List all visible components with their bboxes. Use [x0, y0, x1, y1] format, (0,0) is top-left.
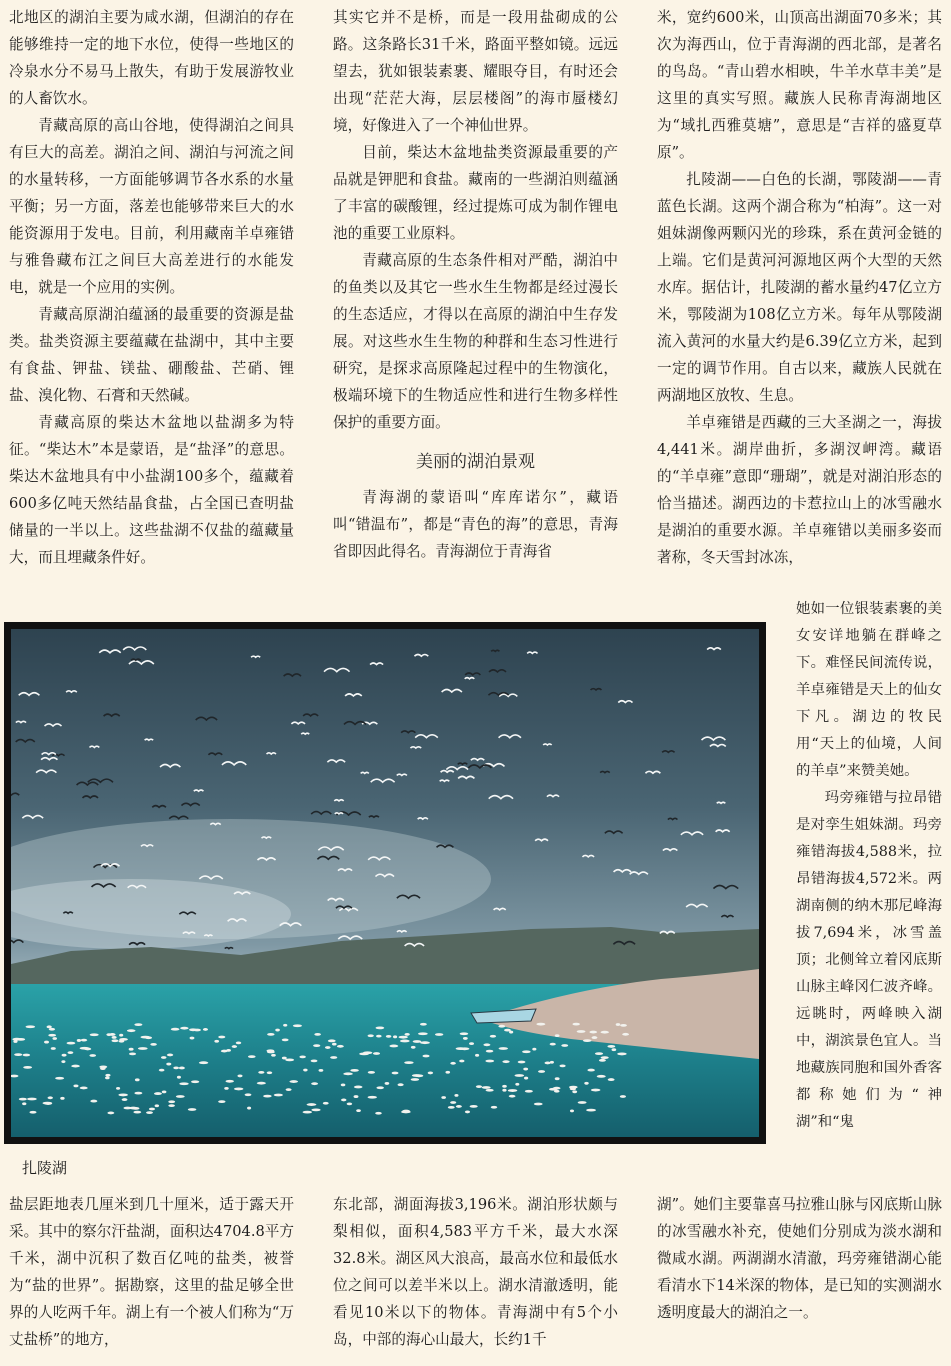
floating-gull	[398, 1036, 407, 1039]
floating-gull	[176, 1095, 185, 1098]
floating-gull	[398, 1083, 404, 1086]
column-2-paragraphs	[333, 4, 618, 436]
floating-gull	[307, 1103, 317, 1106]
floating-gull	[68, 1051, 74, 1054]
floating-gull	[532, 1048, 536, 1051]
floating-gull	[470, 1105, 478, 1108]
floating-gull	[166, 1063, 171, 1066]
floating-gull	[544, 1062, 550, 1065]
floating-gull	[411, 1046, 416, 1049]
floating-gull	[620, 1095, 626, 1098]
floating-gull	[555, 1034, 560, 1037]
floating-gull	[465, 1111, 470, 1114]
floating-gull	[490, 1035, 496, 1038]
floating-gull	[236, 1041, 241, 1044]
floating-gull	[189, 1028, 197, 1031]
gull	[668, 818, 678, 819]
floating-gull	[592, 1036, 598, 1039]
floating-gull	[509, 1031, 513, 1034]
floating-gull	[499, 1047, 508, 1050]
floating-gull	[450, 1062, 456, 1065]
floating-gull	[368, 1071, 375, 1074]
floating-gull	[109, 1033, 116, 1036]
floating-gull	[245, 1093, 252, 1096]
floating-gull	[90, 1033, 99, 1036]
floating-gull	[190, 1037, 195, 1040]
floating-gull	[368, 1096, 377, 1099]
floating-gull	[589, 1031, 597, 1034]
floating-gull	[514, 1074, 524, 1077]
floating-gull	[486, 1050, 494, 1053]
floating-gull	[232, 1045, 237, 1048]
floating-gull	[554, 1090, 560, 1093]
floating-gull	[375, 1112, 382, 1115]
floating-gull	[476, 1085, 482, 1088]
gull	[397, 931, 407, 932]
floating-gull	[154, 1092, 162, 1095]
floating-gull	[247, 1107, 251, 1110]
gull	[225, 948, 233, 949]
floating-gull	[162, 1091, 167, 1094]
paragraph-qinghai-lake: 青海湖的蒙语叫“库库诺尔”，藏语叫“错温布”，都是“青色的海”的意思，青海省即因此得名。青海湖位于青海省	[333, 489, 618, 560]
floating-gull	[502, 1060, 509, 1063]
floating-gull	[413, 1040, 422, 1043]
floating-gull	[341, 1099, 347, 1102]
paragraph: 扎陵湖——白色的长湖，鄂陵湖——青蓝色长湖。这两个湖合称为“柏海”。这一对姐妹湖像两颗闪光的珍珠，系在黄河金链的上端。它们是黄河河源地区两个大型的天然水库。据估计，扎陵湖的蓄水量约47亿立方米，鄂陵湖为108亿立方米。每年从鄂陵湖流入黄河的水量大约是6.39亿立方米，起到一定的调节作用。自古以来，藏族人民就在两湖地区放牧、生息。	[657, 171, 942, 404]
floating-gull	[368, 1034, 374, 1037]
floating-gull	[617, 1053, 627, 1056]
floating-gull	[180, 1027, 189, 1030]
floating-gull	[49, 1028, 55, 1031]
floating-gull	[572, 1023, 579, 1026]
paragraph-qinghai-lake-cont: 东北部，湖面海拔3,196米。湖泊形状颇与梨相似，面积4,583平方千米，最大水深32.8米。湖区风大浪高，最高水位和最低水位之间可以差半米以上。湖水清澈透明，能看见10米以下的物体。青海湖中有5个小岛，中部的海心山最大，长约1千	[333, 1196, 618, 1348]
floating-gull	[608, 1078, 615, 1081]
floating-gull	[112, 1036, 117, 1039]
floating-gull	[456, 1047, 466, 1050]
floating-gull	[597, 1075, 606, 1078]
floating-gull	[263, 1095, 272, 1098]
floating-gull	[323, 1102, 329, 1105]
floating-gull	[422, 1055, 429, 1058]
floating-gull	[428, 1072, 433, 1075]
floating-gull	[570, 1110, 574, 1113]
floating-gull	[330, 1056, 337, 1059]
floating-gull	[454, 1094, 458, 1097]
paragraph: 米，宽约600米，山顶高出湖面70多米；其次为海西山，位于青海湖的西北部，是著名的鸟岛。“青山碧水相映，牛羊水草丰美”是这里的真实写照。藏族人民称青海湖地区为“域扎西雅莫塘”，意思是“吉祥的盛夏草原”。	[657, 9, 942, 161]
floating-gull	[119, 1038, 128, 1041]
floating-gull	[61, 1060, 65, 1063]
column-2-bottom	[333, 1191, 618, 1361]
floating-gull	[373, 1052, 380, 1055]
column-3-top	[657, 4, 942, 598]
floating-gull	[221, 1050, 228, 1053]
gull	[262, 837, 272, 838]
floating-gull	[248, 1055, 256, 1058]
floating-gull	[400, 1040, 410, 1043]
floating-gull	[534, 1103, 543, 1106]
paragraph: 她如一位银装素裹的美女安详地躺在群峰之下。难怪民间流传说，羊卓雍错是天上的仙女下凡。湖边的牧民用“天上的仙境，人间的羊卓”来赞美她。	[796, 601, 942, 779]
floating-gull	[299, 1055, 306, 1058]
floating-gull	[356, 1109, 361, 1112]
photo-caption: 扎陵湖	[22, 1159, 68, 1177]
floating-gull	[376, 1035, 382, 1038]
paragraph: 玛旁雍错与拉昂错是对孪生姐妹湖。玛旁雍错海拔4,588米，拉昂错海拔4,572米。两湖南侧的纳木那尼峰海拔7,694米，冰雪盖顶；北侧耸立着冈底斯山脉主峰冈仁波齐峰。远眺时，两峰映入湖中，湖滨景色宜人。当地藏族同胞和国外香客都称她们为“神湖”和“鬼	[796, 790, 942, 1130]
floating-gull	[119, 1034, 123, 1037]
floating-gull	[275, 1029, 280, 1032]
paragraph: 青藏高原的柴达木盆地以盐湖多为特征。“柴达木”本是蒙语，是“盐泽”的意思。柴达木盆地具有中小盐湖100多个，蕴藏着600多亿吨天然结晶食盐，占全国已查明盐储量的一半以上。这些盐湖不仅盐的蕴藏量大，而且埋藏条件好。	[9, 414, 294, 566]
floating-gull	[191, 1080, 199, 1083]
floating-gull	[203, 1028, 208, 1031]
floating-gull	[325, 1046, 331, 1049]
floating-gull	[155, 1104, 159, 1107]
floating-gull	[218, 1036, 225, 1039]
floating-gull	[578, 1101, 587, 1104]
floating-gull	[311, 1059, 318, 1062]
floating-gull	[123, 1107, 131, 1110]
floating-gull	[111, 1039, 118, 1042]
floating-gull	[47, 1025, 52, 1028]
floating-gull	[341, 1084, 346, 1087]
gull	[251, 656, 260, 657]
floating-gull	[89, 1054, 96, 1057]
floating-gull	[84, 1048, 91, 1051]
floating-gull	[42, 1102, 52, 1105]
floating-gull	[392, 1072, 399, 1075]
floating-gull	[498, 1025, 505, 1028]
floating-gull	[459, 1060, 464, 1063]
gull	[543, 744, 552, 745]
floating-gull	[67, 1042, 76, 1045]
floating-gull	[412, 1074, 422, 1077]
floating-gull	[456, 1105, 462, 1108]
paragraph-twin-lakes-cont: 湖”。她们主要靠喜马拉雅山脉与冈底斯山脉的冰雪融水补充，使她们分别成为淡水湖和微咸水湖。两湖湖水清澈，玛旁雍错湖心能看清水下14米深的物体，是已知的实测湖水透明度最大的湖泊之一。	[657, 1196, 942, 1321]
floating-gull	[171, 1028, 180, 1031]
gull	[440, 780, 450, 781]
floating-gull	[13, 1040, 17, 1043]
floating-gull	[303, 1111, 312, 1114]
floating-gull	[622, 1033, 629, 1036]
floating-gull	[105, 1076, 110, 1079]
floating-gull	[199, 1061, 208, 1064]
floating-gull	[486, 1089, 494, 1092]
gull	[145, 739, 154, 740]
floating-gull	[561, 1044, 568, 1047]
floating-gull	[81, 1039, 87, 1042]
floating-gull	[469, 1042, 474, 1045]
floating-gull	[555, 1077, 560, 1080]
floating-gull	[402, 1110, 410, 1113]
floating-gull	[19, 1098, 27, 1101]
floating-gull	[612, 1048, 617, 1051]
gull	[89, 746, 99, 747]
floating-gull	[441, 1096, 446, 1099]
floating-gull	[23, 1054, 30, 1057]
floating-gull	[224, 1087, 228, 1090]
floating-gull	[620, 1024, 627, 1027]
floating-gull	[502, 1085, 507, 1088]
floating-gull	[559, 1064, 565, 1067]
floating-gull	[445, 1071, 450, 1074]
floating-gull	[460, 1032, 469, 1035]
floating-gull	[257, 1082, 266, 1085]
floating-gull	[71, 1065, 80, 1068]
floating-gull	[100, 1067, 106, 1070]
floating-gull	[285, 1058, 294, 1061]
gull	[465, 678, 475, 679]
floating-gull	[553, 1087, 561, 1090]
column-2-top	[333, 4, 618, 604]
floating-gull	[515, 1083, 519, 1086]
floating-gull	[283, 1024, 287, 1027]
floating-gull	[376, 1086, 384, 1089]
floating-gull	[134, 1023, 142, 1026]
floating-gull	[146, 1111, 153, 1114]
floating-gull	[332, 1043, 337, 1046]
floating-gull	[420, 1041, 430, 1044]
floating-gull	[214, 1040, 219, 1043]
floating-gull	[62, 1054, 67, 1057]
floating-gull	[550, 1043, 556, 1046]
floating-gull	[271, 1054, 276, 1057]
floating-gull	[179, 1067, 185, 1070]
gull	[458, 763, 468, 764]
floating-gull	[569, 1086, 578, 1089]
floating-gull	[27, 1098, 37, 1101]
gull	[63, 912, 72, 913]
floating-gull	[538, 1070, 545, 1073]
floating-gull	[522, 1050, 531, 1053]
floating-gull	[518, 1061, 526, 1064]
floating-gull	[133, 1111, 141, 1114]
floating-gull	[482, 1086, 491, 1089]
floating-gull	[105, 1074, 110, 1077]
floating-gull	[168, 1104, 174, 1107]
floating-gull	[282, 1057, 287, 1060]
floating-gull	[107, 1112, 114, 1115]
column-1-bottom	[9, 1191, 294, 1361]
floating-gull	[601, 1031, 609, 1034]
floating-gull	[584, 1082, 588, 1085]
floating-gull	[90, 1100, 97, 1103]
floating-gull	[524, 1077, 528, 1080]
floating-gull	[587, 1069, 595, 1072]
floating-gull	[22, 1102, 26, 1105]
floating-gull	[350, 1069, 359, 1072]
floating-gull	[491, 1106, 497, 1109]
paragraph: 青藏高原湖泊蕴涵的最重要的资源是盐类。盐类资源主要蕴藏在盐湖中，其中主要有食盐、钾盐、镁盐、硼酸盐、芒硝、锂盐、溴化物、石膏和天然碱。	[9, 306, 294, 404]
floating-gull	[226, 1080, 234, 1083]
floating-gull	[60, 1097, 64, 1100]
floating-gull	[150, 1043, 157, 1046]
floating-gull	[599, 1059, 606, 1062]
floating-gull	[475, 1054, 479, 1057]
floating-gull	[343, 1072, 353, 1075]
floating-gull	[595, 1052, 603, 1055]
floating-gull	[411, 1078, 419, 1081]
floating-gull	[354, 1086, 363, 1089]
floating-gull	[48, 1096, 53, 1099]
floating-gull	[359, 1052, 369, 1055]
floating-gull	[525, 1090, 533, 1093]
floating-gull	[502, 1089, 506, 1092]
floating-gull	[134, 1092, 142, 1095]
floating-gull	[435, 1033, 443, 1036]
floating-gull	[523, 1068, 528, 1071]
floating-gull	[122, 1098, 128, 1101]
paragraph: 目前，柴达木盆地盐类资源最重要的产品就是钾肥和食盐。藏南的一些湖泊则蕴涵了丰富的碳酸锂，经过提炼可成为制作锂电池的重要工业原料。	[333, 144, 618, 242]
gull	[267, 753, 276, 754]
floating-gull	[55, 1077, 64, 1080]
floating-gull	[376, 1026, 385, 1029]
gull	[361, 772, 369, 773]
section-title: 美丽的湖泊景观	[416, 452, 535, 472]
floating-gull	[572, 1090, 577, 1093]
gull	[334, 800, 343, 801]
floating-gull	[129, 1052, 136, 1055]
floating-gull	[448, 1106, 455, 1109]
gull	[194, 790, 204, 791]
floating-gull	[583, 1039, 592, 1042]
floating-gull	[168, 1100, 175, 1103]
floating-gull	[132, 1107, 140, 1110]
floating-gull	[258, 1071, 264, 1074]
paragraph: 其实它并不是桥，而是一段用盐砌成的公路。这条路长31千米，路面平整如镜。远远望去，犹如银装素裹、耀眼夺目，有时还会出现“茫茫大海，层层楼阁”的海市蜃楼幻境，好像进入了一个神仙世界。	[333, 9, 618, 134]
floating-gull	[347, 1102, 352, 1105]
floating-gull	[73, 1084, 78, 1087]
floating-gull	[311, 1108, 320, 1111]
floating-gull	[509, 1095, 516, 1098]
floating-gull	[463, 1037, 468, 1040]
gull	[717, 802, 726, 803]
floating-gull	[385, 1082, 390, 1085]
floating-gull	[274, 1094, 283, 1097]
floating-gull	[311, 1082, 318, 1085]
floating-gull	[188, 1108, 197, 1111]
paragraph: 羊卓雍错是西藏的三大圣湖之一，海拔4,441米。湖岸曲折，多湖汊岬湾。藏语的“羊卓雍”意即“珊瑚”，就是对湖泊形态的恰当描述。湖西边的卡惹拉山上的冰雪融水是湖泊的重要水源。羊卓雍错以美丽多姿而著称，冬天雪封冰冻，	[657, 414, 942, 566]
floating-gull	[177, 1076, 181, 1079]
floating-gull	[218, 1100, 225, 1103]
floating-gull	[145, 1036, 152, 1039]
column-3-bottom	[657, 1191, 942, 1361]
floating-gull	[77, 1039, 81, 1042]
floating-gull	[129, 1048, 134, 1051]
floating-gull	[354, 1095, 359, 1098]
gull	[131, 659, 140, 660]
floating-gull	[303, 1069, 307, 1072]
gull	[369, 816, 379, 817]
floating-gull	[393, 1035, 397, 1038]
floating-gull	[267, 1051, 275, 1054]
gull	[335, 813, 343, 814]
paragraph: 北地区的湖泊主要为咸水湖，但湖泊的存在能够维持一定的地下水位，使得一些地区的冷泉水分不易马上散失，有助于发展游牧业的人畜饮水。	[9, 9, 294, 107]
floating-gull	[314, 1033, 321, 1036]
floating-gull	[450, 1101, 456, 1104]
floating-gull	[149, 1108, 155, 1111]
floating-gull	[29, 1111, 36, 1114]
floating-gull	[159, 1069, 165, 1072]
floating-gull	[485, 1060, 494, 1063]
floating-gull	[286, 1088, 292, 1091]
floating-gull	[267, 1033, 274, 1036]
floating-gull	[179, 1082, 189, 1085]
floating-gull	[282, 1039, 289, 1042]
floating-gull	[267, 1071, 272, 1074]
floating-gull	[23, 1066, 32, 1069]
floating-gull	[237, 1075, 242, 1078]
floating-gull	[337, 1045, 344, 1048]
floating-gull	[607, 1045, 615, 1048]
gull	[397, 774, 407, 775]
paragraph: 青藏高原的生态条件相对严酷，湖泊中的鱼类以及其它一些水生生物都是经过漫长的生态适应，才得以在高原的湖泊中生存发展。对这些水生生物的种群和生态习性进行研究，是探求高原隆起过程中的生物演化，极端环境下的生物适应性和进行生物多样性保护的重要方面。	[333, 252, 618, 431]
gull	[491, 650, 499, 651]
floating-gull	[404, 1033, 409, 1036]
floating-gull	[289, 1080, 298, 1083]
floating-gull	[48, 1034, 56, 1037]
floating-gull	[616, 1023, 621, 1026]
floating-gull	[161, 1056, 167, 1059]
lake-photo	[11, 629, 759, 1137]
paragraph-salt-layer: 盐层距地表几厘米到几十厘米，适于露天开采。其中的察尔汗盐湖，面积达4704.8平方千米，湖中沉积了数百亿吨的盐类，被誉为“盐的世界”。据勘察，这里的盐足够全世界的人吃两千年。湖上有一个被人们称为“万丈盐桥”的地方，	[9, 1196, 294, 1348]
paragraph: 青藏高原的高山谷地，使得湖泊之间具有巨大的高差。湖泊之间、湖泊与河流之间的水量转移，一方面能够调节各水系的水量平衡；另一方面，落差也能够带来巨大的水能资源用于发电。目前，利用藏南羊卓雍错与雅鲁藏布江之间巨大高差进行的水能发电，就是一个应用的实例。	[9, 117, 294, 296]
column-1-top	[9, 4, 294, 604]
floating-gull	[127, 1029, 136, 1032]
floating-gull	[118, 1094, 128, 1097]
floating-gull	[44, 1041, 49, 1044]
floating-gull	[173, 1066, 179, 1069]
floating-gull	[135, 1078, 140, 1081]
gull	[204, 935, 212, 936]
floating-gull	[404, 1061, 414, 1064]
floating-gull	[313, 1044, 320, 1047]
floating-gull	[386, 1035, 392, 1038]
floating-gull	[26, 1025, 36, 1028]
floating-gull	[536, 1023, 545, 1026]
floating-gull	[420, 1023, 427, 1026]
floating-gull	[138, 1047, 148, 1050]
floating-gull	[508, 1089, 518, 1092]
floating-gull	[328, 1039, 336, 1042]
floating-gull	[601, 1056, 609, 1059]
floating-gull	[52, 1037, 57, 1040]
floating-gull	[12, 1038, 21, 1041]
floating-gull	[418, 1032, 428, 1035]
floating-gull	[293, 1024, 302, 1027]
floating-gull	[483, 1043, 490, 1046]
floating-gull	[586, 1109, 596, 1112]
floating-gull	[167, 1054, 173, 1057]
floating-gull	[116, 1087, 120, 1090]
floating-gull	[591, 1089, 601, 1092]
floating-gull	[319, 1069, 324, 1072]
floating-gull	[14, 1053, 22, 1056]
floating-gull	[234, 1088, 243, 1091]
gull	[600, 771, 610, 772]
floating-gull	[80, 1087, 88, 1090]
photo-frame	[4, 622, 766, 1144]
gull	[301, 733, 309, 734]
floating-gull	[577, 1030, 586, 1033]
floating-gull	[51, 1047, 56, 1050]
column-3-side	[796, 596, 942, 1200]
floating-gull	[389, 1045, 398, 1048]
